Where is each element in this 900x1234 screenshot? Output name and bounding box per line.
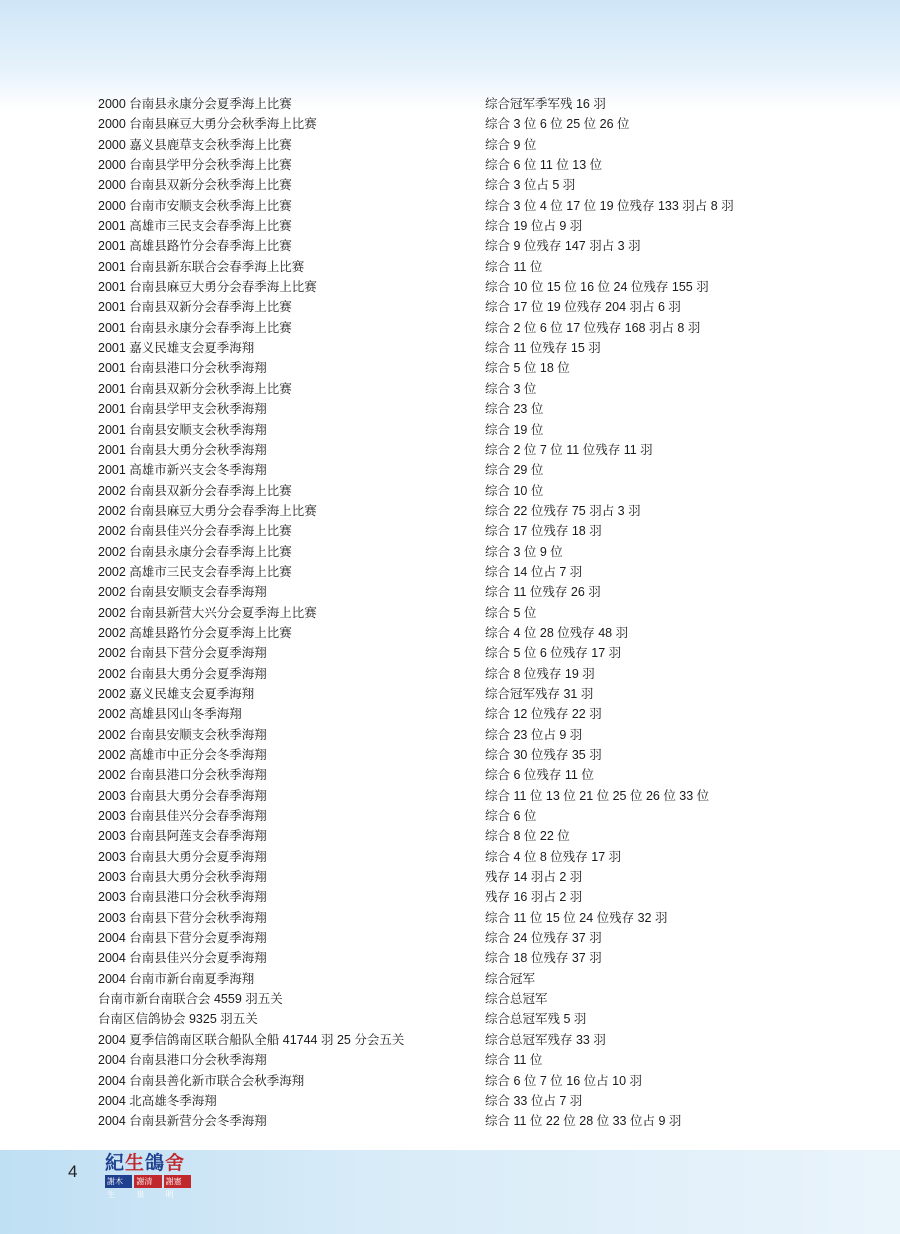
record-row bbox=[98, 379, 818, 399]
race-result: 综合 14 位占 7 羽 bbox=[485, 564, 583, 579]
race-name: 2002 台南县佳兴分会春季海上比赛 bbox=[98, 524, 292, 539]
record-row bbox=[98, 603, 818, 623]
race-result: 综合 18 位残存 37 羽 bbox=[485, 951, 602, 966]
race-name: 2004 北高雄冬季海翔 bbox=[98, 1093, 217, 1108]
race-result: 综合 17 位残存 18 羽 bbox=[485, 524, 602, 539]
record-row bbox=[98, 216, 818, 236]
race-name: 2001 台南县安顺支会秋季海翔 bbox=[98, 422, 267, 437]
record-row bbox=[98, 562, 818, 582]
race-name: 2004 台南县善化新市联合会秋季海翔 bbox=[98, 1073, 305, 1088]
race-result: 综合 17 位 19 位残存 204 羽占 6 羽 bbox=[485, 300, 681, 315]
logo-char: 舍 bbox=[165, 1152, 186, 1174]
race-name: 2002 台南县安顺支会春季海翔 bbox=[98, 585, 267, 600]
race-name: 2002 台南县永康分会春季海上比赛 bbox=[98, 544, 292, 559]
record-row bbox=[98, 623, 818, 643]
race-name: 2000 台南市安顺支会秋季海上比赛 bbox=[98, 198, 292, 213]
loft-logo bbox=[105, 1152, 193, 1199]
race-result: 综合 11 位残存 26 羽 bbox=[485, 585, 601, 600]
race-name: 2004 台南市新台南夏季海翔 bbox=[98, 971, 255, 986]
race-result: 综合 2 位 6 位 17 位残存 168 羽占 8 羽 bbox=[485, 320, 701, 335]
record-row bbox=[98, 948, 818, 968]
record-row bbox=[98, 664, 818, 684]
race-name: 2001 台南县麻豆大勇分会春季海上比赛 bbox=[98, 280, 317, 295]
logo-char: 紀 bbox=[105, 1152, 126, 1174]
race-name: 2001 台南县双新分会秋季海上比赛 bbox=[98, 381, 292, 396]
race-name: 2004 台南县新营分会冬季海翔 bbox=[98, 1114, 267, 1129]
logo-name: 謝憲明 bbox=[164, 1175, 191, 1188]
race-name: 2003 台南县大勇分会秋季海翔 bbox=[98, 870, 267, 885]
record-row bbox=[98, 643, 818, 663]
race-result: 综合 9 位残存 147 羽占 3 羽 bbox=[485, 239, 641, 254]
race-result: 综合 3 位 9 位 bbox=[485, 544, 563, 559]
logo-char: 生 bbox=[125, 1152, 146, 1174]
race-result: 综合总冠军 bbox=[485, 992, 548, 1007]
record-row bbox=[98, 94, 818, 114]
record-row bbox=[98, 704, 818, 724]
race-name: 2000 嘉义县鹿草支会秋季海上比赛 bbox=[98, 137, 292, 152]
race-name: 2000 台南县双新分会秋季海上比赛 bbox=[98, 178, 292, 193]
race-name: 2000 台南县学甲分会秋季海上比赛 bbox=[98, 158, 292, 173]
race-result: 综合 6 位残存 11 位 bbox=[485, 768, 594, 783]
record-row bbox=[98, 501, 818, 521]
record-row bbox=[98, 399, 818, 419]
record-row bbox=[98, 175, 818, 195]
race-result: 综合 11 位残存 15 羽 bbox=[485, 341, 601, 356]
record-row bbox=[98, 521, 818, 541]
race-result: 综合冠军残存 31 羽 bbox=[485, 686, 594, 701]
record-row bbox=[98, 684, 818, 704]
logo-name: 謝清泉 bbox=[134, 1175, 161, 1188]
race-result: 综合 22 位残存 75 羽占 3 羽 bbox=[485, 503, 641, 518]
record-row bbox=[98, 155, 818, 175]
record-row bbox=[98, 481, 818, 501]
race-result: 综合 6 位 bbox=[485, 809, 537, 824]
race-name: 2001 台南县学甲支会秋季海翔 bbox=[98, 402, 267, 417]
race-result: 综合 5 位 6 位残存 17 羽 bbox=[485, 646, 622, 661]
race-name: 2002 高雄市中正分会冬季海翔 bbox=[98, 748, 267, 762]
race-name: 2003 台南县港口分会秋季海翔 bbox=[98, 890, 267, 905]
race-result: 综合 11 位 13 位 21 位 25 位 26 位 33 位 bbox=[485, 788, 710, 803]
race-name: 2002 台南县新营大兴分会夏季海上比赛 bbox=[98, 605, 317, 620]
race-name: 2002 高雄县路竹分会夏季海上比赛 bbox=[98, 625, 292, 640]
race-result: 综合 12 位残存 22 羽 bbox=[485, 707, 602, 722]
race-result: 综合 3 位占 5 羽 bbox=[485, 178, 576, 193]
race-result: 综合 3 位 4 位 17 位 19 位残存 133 羽占 8 羽 bbox=[485, 198, 734, 213]
record-row bbox=[98, 786, 818, 806]
record-row bbox=[98, 135, 818, 155]
record-row bbox=[98, 460, 818, 480]
record-row bbox=[98, 826, 818, 846]
race-name: 2001 台南县港口分会秋季海翔 bbox=[98, 361, 267, 376]
race-result: 综合 23 位 bbox=[485, 402, 544, 417]
race-result: 综合 8 位残存 19 羽 bbox=[485, 666, 595, 681]
race-result: 综合总冠军残 5 羽 bbox=[485, 1012, 587, 1027]
record-row bbox=[98, 847, 818, 867]
race-name: 2002 台南县大勇分会夏季海翔 bbox=[98, 666, 267, 681]
logo-char: 鴿 bbox=[145, 1152, 166, 1174]
race-name: 2001 嘉义民雄支会夏季海翔 bbox=[98, 341, 255, 356]
race-result: 综合 10 位 bbox=[485, 483, 544, 498]
race-name: 2004 夏季信鸽南区联合船队全船 41744 羽 25 分会五关 bbox=[98, 1032, 405, 1047]
race-name: 2002 嘉义民雄支会夏季海翔 bbox=[98, 686, 255, 701]
race-name: 2000 台南县麻豆大勇分会秋季海上比赛 bbox=[98, 117, 317, 132]
race-name: 2004 台南县港口分会秋季海翔 bbox=[98, 1053, 267, 1068]
race-name: 2001 台南县大勇分会秋季海翔 bbox=[98, 442, 267, 457]
record-row bbox=[98, 1009, 818, 1029]
record-row bbox=[98, 1071, 818, 1091]
race-result: 综合 24 位残存 37 羽 bbox=[485, 931, 602, 946]
record-row bbox=[98, 908, 818, 928]
race-result: 综合冠军 bbox=[485, 971, 536, 986]
record-row bbox=[98, 542, 818, 562]
race-result: 综合冠军季军残 16 羽 bbox=[485, 97, 606, 111]
record-row bbox=[98, 338, 818, 358]
record-row bbox=[98, 420, 818, 440]
race-result: 综合 5 位 bbox=[485, 605, 537, 620]
race-name: 2002 台南县下营分会夏季海翔 bbox=[98, 646, 267, 661]
race-result: 综合 3 位 bbox=[485, 381, 537, 396]
race-name: 2002 高雄市三民支会春季海上比赛 bbox=[98, 564, 292, 579]
race-result: 综合 8 位 22 位 bbox=[485, 829, 570, 844]
record-row bbox=[98, 969, 818, 989]
race-name: 2002 台南县安顺支会秋季海翔 bbox=[98, 727, 267, 742]
race-result: 综合 30 位残存 35 羽 bbox=[485, 748, 602, 762]
race-name: 台南区信鸽协会 9325 羽五关 bbox=[98, 1012, 258, 1027]
race-result: 综合 33 位占 7 羽 bbox=[485, 1093, 583, 1108]
record-row bbox=[98, 358, 818, 378]
race-name: 台南市新台南联合会 4559 羽五关 bbox=[98, 992, 283, 1007]
race-name: 2001 台南县双新分会春季海上比赛 bbox=[98, 300, 292, 315]
race-result: 综合 6 位 11 位 13 位 bbox=[485, 158, 603, 173]
race-result: 综合 4 位 28 位残存 48 羽 bbox=[485, 625, 629, 640]
record-row bbox=[98, 440, 818, 460]
race-result: 综合 19 位占 9 羽 bbox=[485, 219, 583, 234]
race-result: 综合 19 位 bbox=[485, 422, 544, 437]
race-name: 2002 台南县麻豆大勇分会春季海上比赛 bbox=[98, 503, 317, 518]
race-result: 综合 11 位 bbox=[485, 1053, 543, 1068]
race-result: 综合 9 位 bbox=[485, 137, 537, 152]
race-result: 综合 11 位 bbox=[485, 259, 543, 274]
race-result: 综合 6 位 7 位 16 位占 10 羽 bbox=[485, 1073, 642, 1088]
race-result: 综合 11 位 15 位 24 位残存 32 羽 bbox=[485, 910, 668, 925]
record-row bbox=[98, 1030, 818, 1050]
record-row bbox=[98, 887, 818, 907]
page-number: 4 bbox=[68, 1162, 78, 1181]
record-row bbox=[98, 257, 818, 277]
race-result: 综合 11 位 22 位 28 位 33 位占 9 羽 bbox=[485, 1114, 682, 1129]
race-result: 残存 14 羽占 2 羽 bbox=[485, 870, 583, 885]
race-name: 2004 台南县佳兴分会夏季海翔 bbox=[98, 951, 267, 966]
race-result: 综合 10 位 15 位 16 位 24 位残存 155 羽 bbox=[485, 280, 709, 295]
record-row bbox=[98, 297, 818, 317]
race-result: 残存 16 羽占 2 羽 bbox=[485, 890, 583, 905]
race-name: 2002 台南县港口分会秋季海翔 bbox=[98, 768, 267, 783]
record-row bbox=[98, 989, 818, 1009]
record-row bbox=[98, 236, 818, 256]
race-name: 2001 台南县新东联合会春季海上比赛 bbox=[98, 259, 305, 274]
record-row bbox=[98, 928, 818, 948]
race-name: 2003 台南县阿莲支会春季海翔 bbox=[98, 829, 267, 844]
race-name: 2004 台南县下营分会夏季海翔 bbox=[98, 931, 267, 946]
record-row bbox=[98, 114, 818, 134]
record-row bbox=[98, 1050, 818, 1070]
race-name: 2003 台南县大勇分会春季海翔 bbox=[98, 788, 267, 803]
record-row bbox=[98, 745, 818, 765]
race-result: 综合总冠军残存 33 羽 bbox=[485, 1032, 606, 1047]
race-name: 2001 高雄市新兴支会冬季海翔 bbox=[98, 463, 267, 478]
record-row bbox=[98, 806, 818, 826]
race-name: 2001 台南县永康分会春季海上比赛 bbox=[98, 320, 292, 335]
race-name: 2001 高雄县路竹分会春季海上比赛 bbox=[98, 239, 292, 254]
record-row bbox=[98, 1091, 818, 1111]
race-name: 2001 高雄市三民支会春季海上比赛 bbox=[98, 219, 292, 234]
race-result: 综合 29 位 bbox=[485, 463, 544, 478]
record-row bbox=[98, 765, 818, 785]
race-name: 2000 台南县永康分会夏季海上比赛 bbox=[98, 97, 292, 111]
race-name: 2003 台南县大勇分会夏季海翔 bbox=[98, 849, 267, 864]
race-result: 综合 2 位 7 位 11 位残存 11 羽 bbox=[485, 442, 653, 457]
record-row bbox=[98, 867, 818, 887]
record-row bbox=[98, 318, 818, 338]
record-row bbox=[98, 277, 818, 297]
race-result: 综合 5 位 18 位 bbox=[485, 361, 570, 376]
record-row bbox=[98, 582, 818, 602]
record-row bbox=[98, 196, 818, 216]
record-row bbox=[98, 1111, 818, 1131]
record-list bbox=[98, 94, 818, 1132]
race-name: 2003 台南县佳兴分会春季海翔 bbox=[98, 809, 267, 824]
race-name: 2002 高雄县冈山冬季海翔 bbox=[98, 707, 242, 722]
record-row bbox=[98, 725, 818, 745]
race-name: 2002 台南县双新分会春季海上比赛 bbox=[98, 483, 292, 498]
race-result: 综合 3 位 6 位 25 位 26 位 bbox=[485, 117, 630, 132]
race-result: 综合 23 位占 9 羽 bbox=[485, 727, 583, 742]
race-name: 2003 台南县下营分会秋季海翔 bbox=[98, 910, 267, 925]
race-result: 综合 4 位 8 位残存 17 羽 bbox=[485, 849, 622, 864]
logo-name: 謝木生 bbox=[105, 1175, 132, 1188]
